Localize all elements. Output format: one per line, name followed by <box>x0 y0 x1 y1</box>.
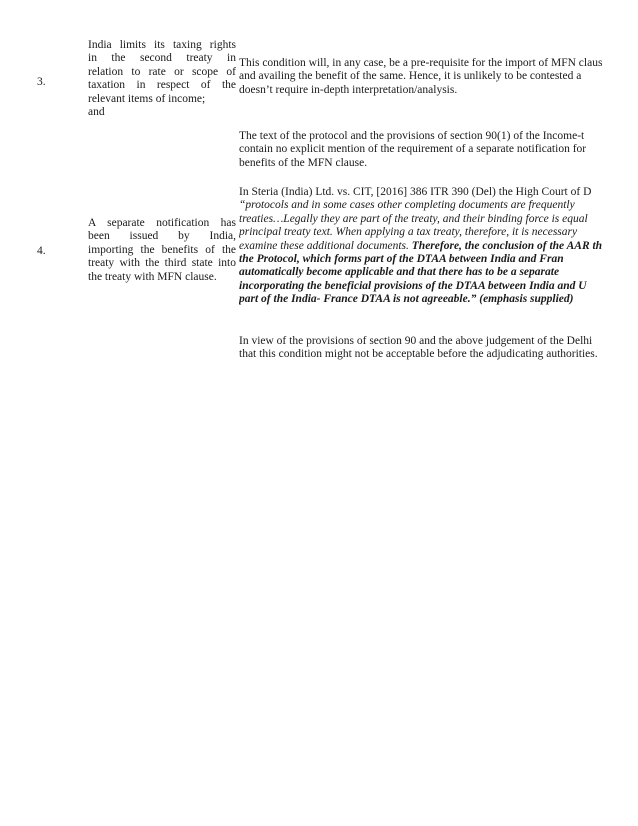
steria-quote-bold: part of the India- France DTAA is not agreeable. <box>239 293 471 306</box>
row3-condition <box>88 39 236 119</box>
row3-comment <box>239 57 638 97</box>
row3-right-line: doesn’t require in-depth interpretation/analysis. <box>239 83 458 96</box>
row4-para1-line: benefits of the MFN clause. <box>239 156 368 169</box>
steria-quote-line: treaties…Legally they are part of the treaty, and their binding force is equal <box>239 212 588 225</box>
row4-para1-line: contain no explicit mention of the requirement of a separate notification for <box>239 143 587 156</box>
steria-quote-line: principal treaty text. When applying a tax treaty, therefore, it is necessary <box>239 226 578 239</box>
row4-para-protocol <box>239 130 638 170</box>
row3-left-line: India limits its taxing rights <box>88 39 236 51</box>
emphasis-note: ” (emphasis supplied) <box>470 293 574 306</box>
row-number-4: 4. <box>37 245 46 257</box>
row4-para-steria <box>239 186 638 307</box>
row4-left-line: A separate notification has <box>88 217 236 229</box>
steria-quote-bold-line: automatically become applicable and that there has to be a separate <box>239 266 560 279</box>
row4-left-line: importing the benefits of the <box>88 243 236 256</box>
row4-para3-line: In view of the provisions of section 90 and the above judgement of the Delhi <box>239 335 593 347</box>
steria-quote-line <box>239 293 638 306</box>
row4-condition <box>88 217 236 284</box>
row4-para1-line: The text of the protocol and the provisions of section 90(1) of the Income-t <box>239 130 585 142</box>
row3-left-line: in the second treaty in <box>88 52 236 65</box>
row3-left-line: relation to rate or scope of <box>88 65 236 78</box>
steria-quote-bold-line: the Protocol, which forms part of the DTAA between India and Fran <box>239 253 564 266</box>
steria-quote-bold: Therefore, the conclusion of the AAR th <box>411 239 603 252</box>
steria-quote-bold-line: incorporating the beneficial provisions of the DTAA between India and U <box>239 279 587 292</box>
row4-para3-line: that this condition might not be acceptable before the adjudicating authorities. <box>239 348 598 361</box>
row-number-3: 3. <box>37 76 46 88</box>
row4-para-conclusion <box>239 335 638 362</box>
steria-quote-italic: examine these additional documents. <box>239 239 412 252</box>
row3-left-line: and <box>88 106 105 119</box>
row4-left-line: treaty with the third state into <box>88 257 236 270</box>
row3-right-line: and availing the benefit of the same. Hence, it is unlikely to be contested a <box>239 70 582 83</box>
row3-left-line: taxation in respect of the <box>88 79 236 92</box>
steria-quote-line: “protocols and in some cases other completing documents are frequently <box>239 199 575 212</box>
steria-line: In Steria (India) Ltd. vs. CIT, [2016] 386 ITR 390 (Del) the High Court of D <box>239 186 592 198</box>
row4-left-line: been issued by India, <box>88 230 236 243</box>
row4-left-line: the treaty with MFN clause. <box>88 270 217 283</box>
row3-right-line: This condition will, in any case, be a pre-requisite for the import of MFN claus <box>239 57 603 69</box>
steria-quote-line <box>239 240 638 253</box>
row3-left-line: relevant items of income; <box>88 92 206 105</box>
